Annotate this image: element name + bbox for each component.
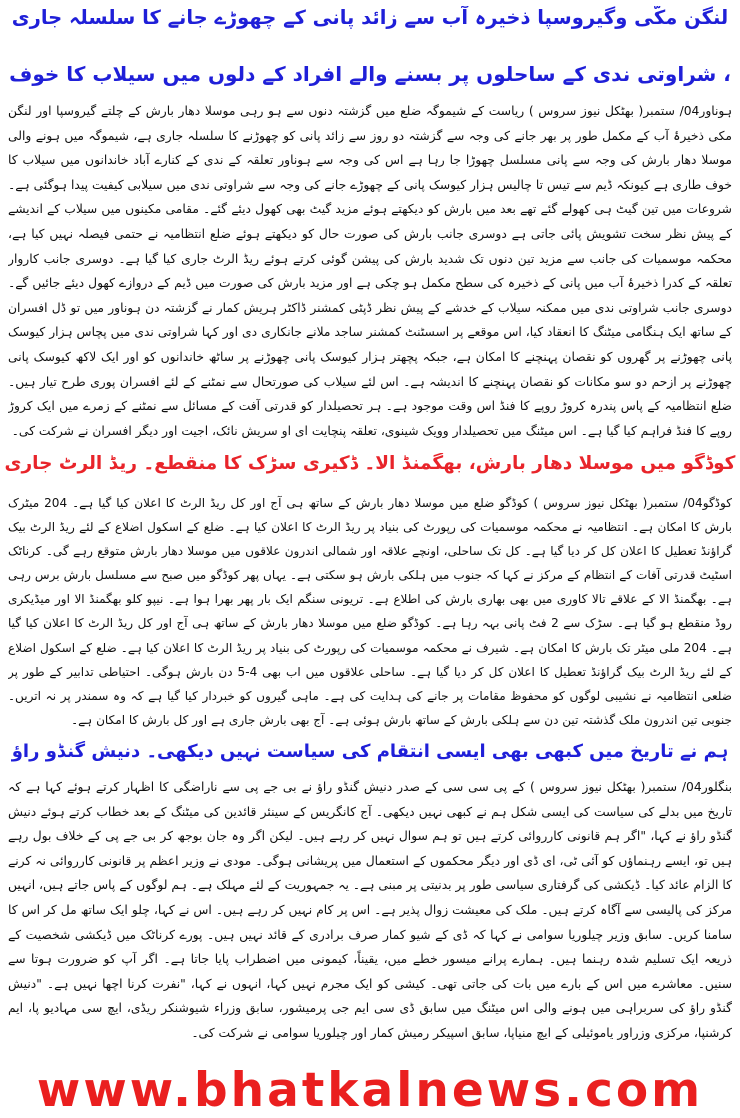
footer-website-url[interactable]: www.bhatkalnews.com (36, 1063, 704, 1118)
article-3-body: بنگلور04/ ستمبر( بھٹکل نیوز سروس ) کے پی سی سی کے صدر دنیش گنڈو راؤ نے بی جے پی سے ناراضگی کا اظہار کرتے ہوئے کہا ہے کہ تاریخ میں بدلے کی سیاست کی ایسی شکل ہم نے کبھی نہیں دیکھی۔ آج کانگریس کے سینئر قائدین کی میٹنگ کے بعد خطاب کرتے ہوئے دنیش گنڈو راؤ نے کہا، "اگر ہم قانونی کارروائی کرتے ہیں تو ہم سوال نہیں کر رہے ہیں۔ لیکن اگر وہ جان بوجھ کر بی جے پی کے خلاف بول رہے ہیں تو، ایسے رہنماؤں کو آئی ٹی، ای ڈی اور دیگر محکموں کے استعمال میں پریشانی ہوگی۔ مودی نے وزیر اعظم پر قانونی کارروائی نہ کرنے کا الزام عائد کیا۔ ڈیکشی کی گرفتاری سیاسی طور پر بدنیتی پر مبنی ہے۔ یہ جمہوریت کے لئے مہلک ہے۔ ہم لوگوں کے پاس جاتے ہیں، انہیں مرکز کی پالیسی سے آگاہ کرتے ہیں۔ ملک کی معیشت زوال پذیر ہے۔ اس پر کام نہیں کر رہے ہیں۔ اس نے کہا، چلو ایک ساتھ مل کر اس کا سامنا کریں۔ سابق وزیر چیلوریا سوامی نے کہا کہ ڈی کے شیو کمار صرف برادری کے قائد نہیں ہیں۔ پورے کرناٹک میں ڈیکشی شخصیت کے ذریعہ ایک تسلیم شدہ رہنما ہیں۔ ہمارے پرانے میسور خطے میں، یقیناً، کیمونی میں اضطراب پایا جاتا ہے۔ اگر آپ کو ضرورت ہوتا سے سنیں۔ معاشرے میں اس کے بارے میں بات کی جاتی تھی۔ کیشی کو ایک مجرم نہیں کہا، انہوں نے کہا، "نفرت کرنا اچھا نہیں ہے۔ "دنیش گنڈو راؤ کی سربراہی میں ہونے والی اس میٹنگ میں سابق ڈی سی ایم جی پرمیشور، سابق وزراء شیوشنکر ریڈی، ایچ سی مہادیو پا، ایم کرشنپا، مرکزی وزراور یاموئیلی کے ایچ منیاپا، سابق اسپیکر رمیش کمار اور چیلوریا سوامی نے شرکت کی۔ (8, 780, 732, 1040)
article-2-body: کوڈگو04/ ستمبر( بھٹکل نیوز سروس ) کوڈگو ضلع میں موسلا دھار بارش کے ساتھ ہی آج اور کل ریڈ الرٹ کا اعلان کیا گیا ہے۔ 204 میٹرک بارش کا امکان ہے۔ انتظامیہ نے محکمہ موسمیات کی رپورٹ کی بنیاد پر ریڈ الرٹ کا اعلان کیا ہے۔ ضلع کے اسکول اضلاع کے لئے ریڈ الرٹ بیک گراؤنڈ تعطیل کا اعلان کل کر دیا گیا ہے۔ کل تک ساحلی، اونچے علاقہ اور شمالی اندرون علاقوں میں موسلا دھار بارش متوقع رہے گی۔ کرناٹک اسٹیٹ قدرتی آفات کے انتظام کے مرکز نے کہا کہ جنوب میں ہلکی بارش ہو سکتی ہے۔ یہاں پھر کوڈگو میں صبح سے مسلسل بارش برس رہی ہے۔ بھگمنڈ الا کے علاقے تالا کاوری میں بھی بھاری بارش کی اطلاع ہے۔ تریونی سنگم ایک بار پھر بھرا ہوا ہے۔ نیپو کلو بھگمنڈ الا اور میڈیکری روڈ منقطع ہو گیا ہے۔ سڑک سے 2 فٹ پانی بہہ رہا ہے۔ کوڈگو ضلع میں موسلا دھار بارش کے ساتھ ہی آج اور کل ریڈ الرٹ کا اعلان کیا گیا ہے۔ 204 ملی میٹر تک بارش کا امکان ہے۔ شیرف نے محکمہ موسمیات کی رپورٹ کی بنیاد پر ریڈ الرٹ کا اعلان کیا ہے۔ ضلع کے اسکول اضلاع کے لئے ریڈ الرٹ بیک گراؤنڈ تعطیل کا اعلان کل کر دیا گیا ہے۔ ساحلی علاقوں میں اب بھی 4-5 دن بارش ہوگی۔ احتیاطی تدابیر کے طور پر ضلعی انتظامیہ نے نشیبی لوگوں کو محفوظ مقامات پر جانے کی ہدایت کی ہے۔ ماہی گیروں کو خبردار کیا گیا ہے کہ وہ سمندر پر نہ اتریں۔ جنوبی تین اندرون ملک گذشتہ تین دن سے ہلکی بارش کے ساتھ بارش ہوئی ہے۔ آج بھی بارش جاری ہے اور کل بارش کا امکان ہے۔ (8, 496, 732, 727)
article-3-headline: ہم نے تاریخ میں کبھی بھی ایسی انتقام کی سیاست نہیں دیکھی۔ دنیش گنڈو راؤ (11, 741, 729, 762)
article-1-headline-line-1: لنگن مکّی وگیروسپا ذخیرہ آب سے زائد پانی کے چھوڑے جانے کا سلسلہ جاری (11, 6, 729, 29)
article-1-body: ہوناور04/ ستمبر( بھٹکل نیوز سروس ) ریاست کے شیموگہ ضلع میں گزشتہ دنوں سے ہو رہی موسلا دھار بارش کے چلتے گیروسپا اور لنگن مکی ذخیرۂ آب کے مکمل طور پر بھر جانے کی وجہ سے گزشتہ دو روز سے زائد پانی کو چھوڑنے کا سلسلہ جاری ہے، شیموگہ میں ہونے والی موسلا دھار بارش کی وجہ سے پانی مسلسل چھوڑا جا رہا ہے اس کی وجہ سے ہوناور تعلقہ کے ندی کے کنارے آباد خاندانوں میں سیلاب کا خوف طاری ہے کیونکہ ڈیم سے تیس تا چالیس ہزار کیوسک پانی کے چھوڑے جانے کی وجہ سے شراوتی ندی میں سیلابی کیفیت پیدا ہوگئی ہے۔ شروعات میں تین گیٹ ہی کھولے گئے تھے بعد میں بارش کو دیکھتے ہوئے مزید گیٹ بھی کھول دیئے گئے۔ مقامی مکینوں میں سیلاب کے اندیشے کے پیش نظر سخت تشویش پائی جاتی ہے دوسری جانب بارش کی صورت حال کو دیکھتے ہوئے ضلع انتظامیہ نے حتمی فیصلہ نہیں کیا ہے، محکمہ موسمیات کی جانب سے مزید تین دنوں تک شدید بارش کی پیشن گوئی کرتے ہوئے ریڈ الرٹ جاری کیا گیا ہے۔ دوسری جانب کاروار تعلقہ کے کدرا ذخیرۂ آب میں پانی کے ذخیرہ کی سطح مکمل ہو چکی ہے اور مزید بارش کی صورت میں ڈیم کے دروازے کھول دیئے جائیں گے۔ دوسری جانب شراوتی ندی میں ممکنہ سیلاب کے خدشے کے پیش نظر ڈپٹی کمشنر ڈاکٹر ہریش کمار نے گزشتہ دن ہوناور میں تو ڈل افسران کے ساتھ ایک ہنگامی میٹنگ کا انعقاد کیا، اس موقعے پر اسسٹنٹ کمشنر ساجد ملانے جانکاری دی اور کہا شراوتی ندی میں پچاس ہزار کیوسک پانی چھوڑنے پر گھروں کو نقصان پہنچنے کا امکان ہے، جبکہ پچھتر ہزار کیوسک پانی چھوڑنے پر ساٹھ خاندانوں کو اور ایک لاکھ کیوسک پانی چھوڑنے پر ازحم دو سو مکانات کو نقصان پہنچنے کا اندیشہ ہے۔ اس لئے سیلاب کی صورتحال سے نمٹنے کے لئے افسران پوری طرح تیار ہیں۔ ضلع انتظامیہ کے پاس پندرہ کروڑ روپے کا فنڈ اس وقت موجود ہے۔ ہر تحصیلدار کو قدرتی آفت کے مسائل سے نمٹنے کے زمرے میں ایک کروڑ روپے کا فنڈ فراہم کیا گیا ہے۔ اس میٹنگ میں تحصیلدار وویک شینوی، تعلقہ پنچایت ای او سریش نائک، اجیت اور دیگر افسران نے شرکت کی۔ (8, 104, 732, 438)
article-1-headline-line-2: ، شراوتی ندی کے ساحلوں پر بسنے والے افراد کے دلوں میں سیلاب کا خوف (9, 62, 731, 86)
article-2-headline: کوڈگو میں موسلا دھار بارش، بھگمنڈ الا۔ ڈکیری سڑک کا منقطع۔ ریڈ الرٹ جاری (4, 453, 736, 474)
